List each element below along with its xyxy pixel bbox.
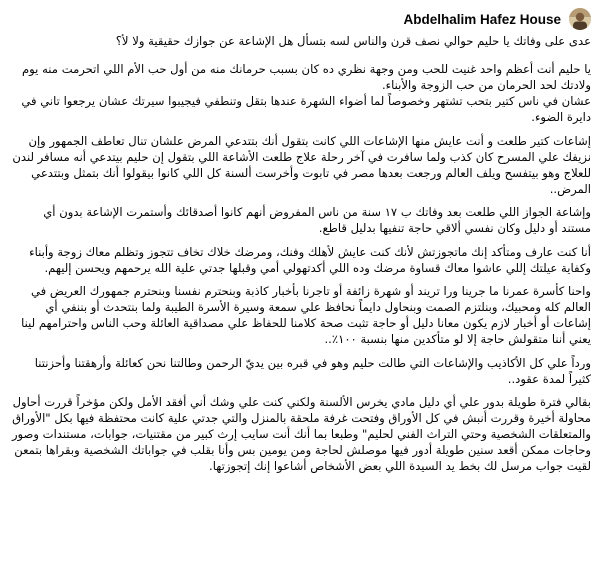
author-avatar[interactable] [569, 8, 591, 30]
post-paragraph-4: وإشاعة الجواز اللي طلعت بعد وفاتك ب ١٧ سنة من ناس المفروض أنهم كانوا أصدقائك وأستمرت الإشاعة بدون أي مستند أو دليل وكان نفسي ألاقي حاجة تنفيها بدليل قاطع. [43, 205, 591, 236]
post-paragraph-2: يا حليم أنت أعظم واحد غنيت للحب ومن وجهة نظري ده كان بسبب حرمانك منه من أول حب الأم اللي اتحرمت منه يوم ولادتك لحد الحرمان من حب الزوجة والأبناء. عشان في ناس كتير بتحب تشتهر وخصوصاً لما أضواء الشهرة عندها بتقل وتنطفي فيجيبوا سيرتك عشان يرجعوا تاني في دايرة الضوء. [21, 62, 591, 125]
profile-photo-icon [569, 8, 591, 30]
post-text [10, 33, 591, 474]
post-paragraph-8: بقالي فترة طويلة بدور علي أي دليل مادي يخرس الألسنة ولكني كنت علي وشك أني أفقد الأمل ولكن مؤخراً قررت أحاول محاولة أخيرة وقررت أنبش في كل الأوراق وفتحت غرفة ملحقة بالمنزل والتي جدتي علية كانت محتفظة فيها بكل "الأوراق والمتعلقات الشخصية وحتي التراث الفني لحليم" وطبعا بما أنك أنت سايب إرث كبير من مقتنيات، جوابات، مستندات وصور وحاجات ممكن أقعد سنين طويلة أدور فيها موصلش لحاجة ومن يومين بس وأنا بقلب في جواباتك الشخصية وبقراها بتمعن لقيت جواب مرسل لك بخط يد السيدة اللي بعض الأشخاص أشاعوا إنك إتجوزتها. [11, 394, 591, 474]
author-name-link[interactable]: Abdelhalim Hafez House [403, 11, 561, 27]
post-paragraph-7: ورداً علي كل الأكاذيب والإشاعات التي طالت حليم وهو في قبره بين يديّ الرحمن وطالتنا نحن كعائلة وأرهقتنا وأحزنتنا كثيراً لمدة عقود.. [34, 355, 591, 386]
post-paragraph-6: واحنا كأسرة عمرنا ما جرينا ورا تريند أو شهرة زائفة أو تاجرنا بأخبار كاذبة وبنحترم نفسنا وبنحترم جمهورك العريض في العالم كله ومحبيك، وبنلتزم الصمت وبنحاول دايماً نحافظ علي سمعة وسيرة الأسرة الطيبة ولما بنتحدث أو بننفي أي إشاعات أو أخبار لازم يكون معانا دليل أو حاجة تثبت صحة كلامنا للحفاظ علي مصداقية العائلة وحب الناس واحترامهم لينا يعني أننا متقولش حاجة إلا لو متأكدين منها بنسبة ١٠٠٪.. [21, 283, 591, 347]
post-paragraph-3: إشاعات كتير طلعت و أنت عايش منها الإشاعات اللي كانت بتقول أنك بتتدعي المرض علشان تنال تعاطف الجمهور وإن نزيفك علي المسرح كان كذب ولما سافرت في آخر رحلة علاج طلعت الأشاعة اللي بتقول إن حليم بيتدعي أنه مسافر لندن للعلاج وهو بيتفسح ويلف العالم ورجعت بعدها مصر في تابوت وأخرست ألسنة كل اللي كانوا بيقولوا أنك بتمثل وبتتدعي المرض.. [12, 133, 591, 196]
post-paragraph-5: أنا كنت عارف ومتأكد إنك ماتجوزتش لأنك كنت عايش لأهلك وفنك، ومرضك خلاك تخاف تتجوز وتظلم معاك زوجة وأبناء وكفاية عيلتك إللي عاشوا معاك قساوة مرضك وده اللي أكدتهولي أمي وقبلها جدتي علية الله يرحمهم ويحسن إليهم. [29, 244, 591, 275]
post-header [10, 8, 591, 30]
post-paragraph-1: عدى على وفاتك يا حليم حوالي نصف قرن والناس لسه بتسأل هل الإشاعة عن جوازك حقيقية ولا لأ؟ [115, 34, 591, 48]
